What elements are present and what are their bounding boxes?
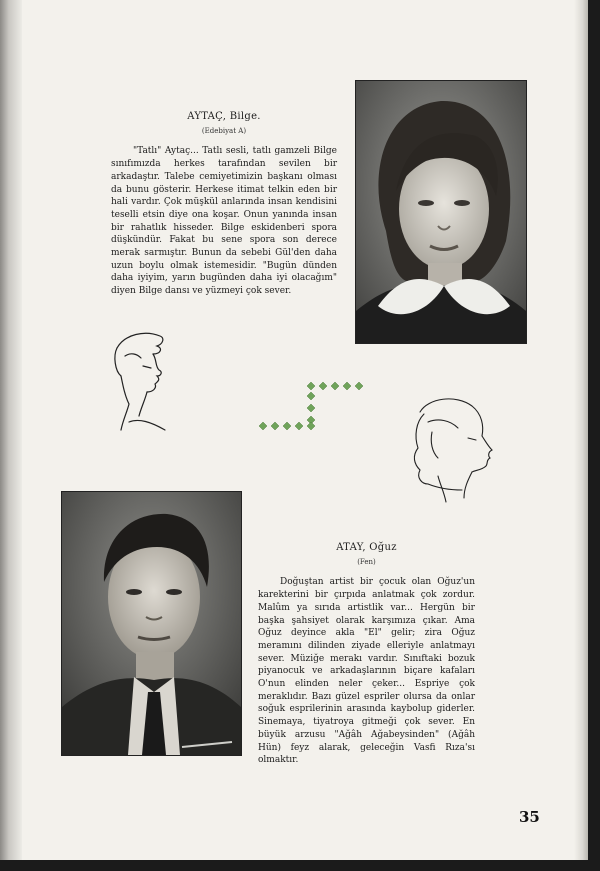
- page-number: 35: [519, 808, 540, 826]
- student-department: (Edebiyat A): [201, 126, 247, 135]
- student-name: ATAY, Oğuz: [336, 542, 397, 553]
- student-bio: "Tatlı" Aytaç... Tatlı sesli, tatlı gamzeli Bilge sınıfımızda herkes tarafından sevilen bir arkadaştır. Talebe cemiyetimizin başkanı olması da bunu gösterir. Herkese itimat telkin eden bir hali vardır. Çok müşkül anlarında insan kendisini teselli etsin diye ona koşar. Onun yanında insan bir rahatlık hisseder. Bilge eskidenberi spora düşkündür. Fakat bu sene spora son derece merak sarmıştır. Bunun da sebebi Gül'den daha uzun boylu olmak istemesidir. "Bugün dünden daha iyiyim, yarın bugünden daha iyi olacağım" diyen Bilge dansı ve yüzmeyi çok sever.: [111, 146, 337, 297]
- student-department: (Fen): [357, 557, 376, 566]
- student-entry-atay: [258, 542, 475, 767]
- student-name: AYTAÇ, Bilge.: [187, 111, 261, 122]
- sketch-woman-profile-icon: [398, 392, 498, 512]
- student-entry-aytac: [111, 111, 337, 298]
- student-photo-atay: [61, 491, 242, 756]
- book-spine-shadow: [0, 0, 22, 860]
- student-bio: Doğuştan artist bir çocuk olan Oğuz'un karekterini bir çırpıda anlatmak çok zordur. Malûm ya sırıda artistlik var... Hergün bir başka şahsiyet olarak karşımıza çıkar. Ama Oğuz deyince akla "El" gelir; zira Oğuz meramını dilinden ziyade elleriyle anlatmayı sever. Müziğe merakı vardır. Sınıftaki bozuk piyanocuk ve arkadaşlarının biçare kafaları O'nun elinden neler çeker... Espriye çok meraklıdır. Bazı güzel espriler olursa da onlar soğuk esprilerinin arasında kaybolup giderler. Sinemaya, tiyatroya gitmeği çok sever. En büyük arzusu "Ağâh Ağabeysinden" (Ağâh Hün) feyz alarak, geleceğin Vasfi Rıza'sı olmaktır.: [258, 577, 475, 766]
- student-photo-aytac: [355, 80, 527, 344]
- page-edge-shadow: [574, 0, 588, 860]
- floral-ornament-icon: [255, 378, 375, 434]
- sketch-man-profile-icon: [105, 326, 180, 436]
